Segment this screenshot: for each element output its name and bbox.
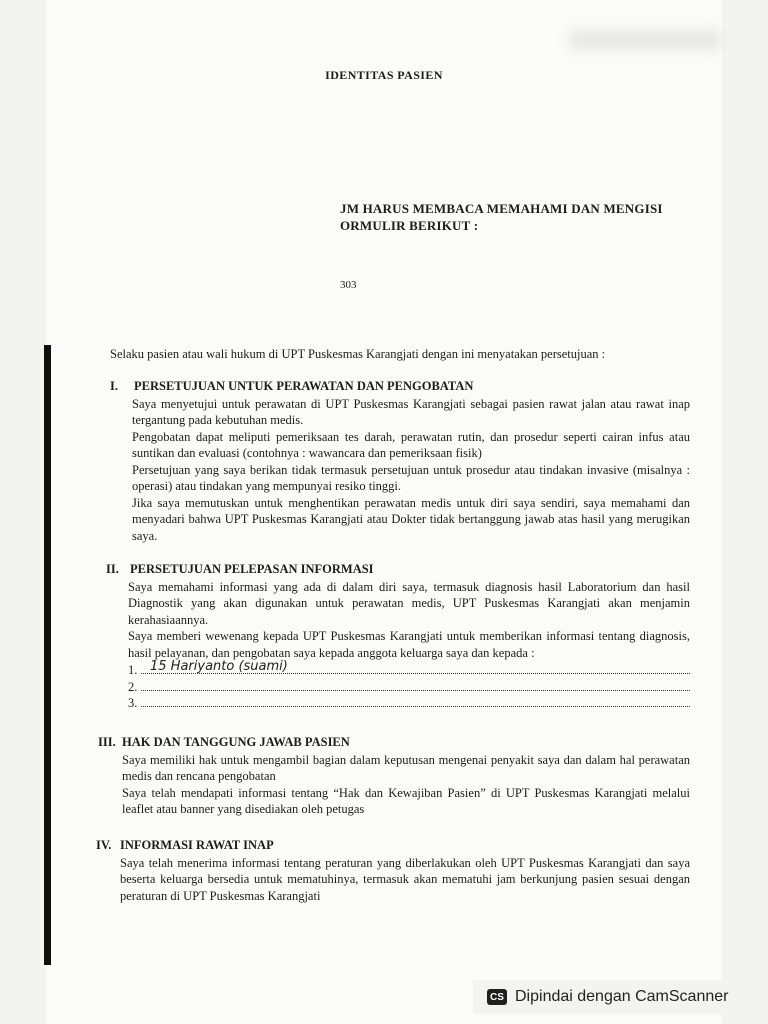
section-number: I. (110, 379, 118, 393)
intro-statement: Selaku pasien atau wali hukum di UPT Puskesmas Karangjati dengan ini menyatakan persetujuan : (110, 347, 606, 361)
section-heading (98, 734, 690, 751)
recipient-line-3[interactable] (128, 695, 690, 712)
recipient-line-1[interactable] (128, 659, 690, 679)
section-title: PERSETUJUAN PELEPASAN INFORMASI (130, 562, 374, 576)
paragraph: Pengobatan dapat meliputi pemeriksaan tes darah, perawatan rutin, dan prosedur seperti cairan infus atau suntikan dan evaluasi (contohnya : wawancara dan pemeriksaan fisik) (132, 429, 690, 460)
dotted-line (141, 679, 690, 691)
section-title: INFORMASI RAWAT INAP (120, 838, 274, 852)
line-number: 2. (128, 679, 138, 694)
section-heading (106, 561, 690, 578)
handwritten-code: 303 (340, 279, 357, 291)
section-title: HAK DAN TANGGUNG JAWAB PASIEN (122, 735, 350, 749)
recipient-line-2[interactable] (128, 679, 690, 696)
section-heading (96, 837, 690, 854)
section-3 (98, 734, 690, 818)
paragraph: Saya telah menerima informasi tentang peraturan yang diberlakukan oleh UPT Puskesmas Karangjati dan saya beserta keluarga bersedia untuk mematuhinya, termasuk akan mematuhi jam berkunjung pasien sesuai dengan peraturan di UPT Puskesmas Karangjati (120, 855, 690, 903)
watermark-text: Dipindai dengan CamScanner (515, 988, 729, 1005)
paragraph: Saya telah mendapati informasi tentang “Hak dan Kewajiban Pasien” di UPT Puskesmas Karangjati melalui leaflet atau banner yang disediakan oleh petugas (122, 785, 690, 816)
paragraph: Saya memiliki hak untuk mengambil bagian dalam keputusan mengenai penyakit saya dan dalam hal perawatan medis dan rencana pengobatan (122, 752, 690, 783)
instruction-line-2: ORMULIR BERIKUT : (340, 218, 479, 233)
section-heading (110, 378, 690, 395)
section-2 (106, 561, 690, 712)
camscanner-watermark (473, 980, 768, 1014)
scan-smudge (570, 30, 720, 50)
section-4 (96, 837, 690, 904)
paragraph: Persetujuan yang saya berikan tidak termasuk persetujuan untuk prosedur atau tindakan invasive (misalnya : operasi) atau tindakan yang mempunyai resiko tinggi. (132, 462, 690, 493)
instruction-line-1: JM HARUS MEMBACA MEMAHAMI DAN MENGISI (340, 201, 663, 216)
section-number: III. (98, 735, 116, 749)
paragraph: Saya memahami informasi yang ada di dalam diri saya, termasuk diagnosis hasil Laboratorium dan hasil Diagnostik yang akan digunakan untuk perawatan medis, UPT Puskesmas Karangjati akan menjamin kerahasiaannya. (128, 579, 690, 627)
instruction-text (340, 200, 663, 234)
paragraph: Saya menyetujui untuk perawatan di UPT Puskesmas Karangjati sebagai pasien rawat jalan atau rawat inap tergantung pada kebutuhan medis. (132, 396, 690, 427)
dotted-line (141, 695, 690, 707)
handwritten-entry: 15 Hariyanto (suami) (150, 659, 288, 674)
section-title: PERSETUJUAN UNTUK PERAWATAN DAN PENGOBATAN (134, 379, 474, 393)
camscanner-logo-icon: CS (487, 989, 507, 1005)
line-number: 3. (128, 696, 138, 710)
section-number: IV. (96, 838, 112, 852)
section-number: II. (106, 562, 119, 576)
paragraph: Saya memberi wewenang kepada UPT Puskesmas Karangjati untuk memberikan informasi tentang diagnosis, hasil pelayanan, dan pengobatan saya kepada anggota keluarga saya dan kepada : (128, 629, 690, 660)
scan-edge-shadow (44, 345, 51, 965)
paragraph: Jika saya memutuskan untuk menghentikan perawatan medis untuk diri saya sendiri, saya memahami dan menyadari bahwa UPT Puskesmas Karangjati atau Dokter tidak bertanggung jawab atas hasil yang merugikan saya. (132, 495, 690, 543)
document-title: IDENTITAS PASIEN (325, 68, 443, 82)
line-number: 1. (128, 663, 138, 677)
section-1 (110, 378, 690, 544)
